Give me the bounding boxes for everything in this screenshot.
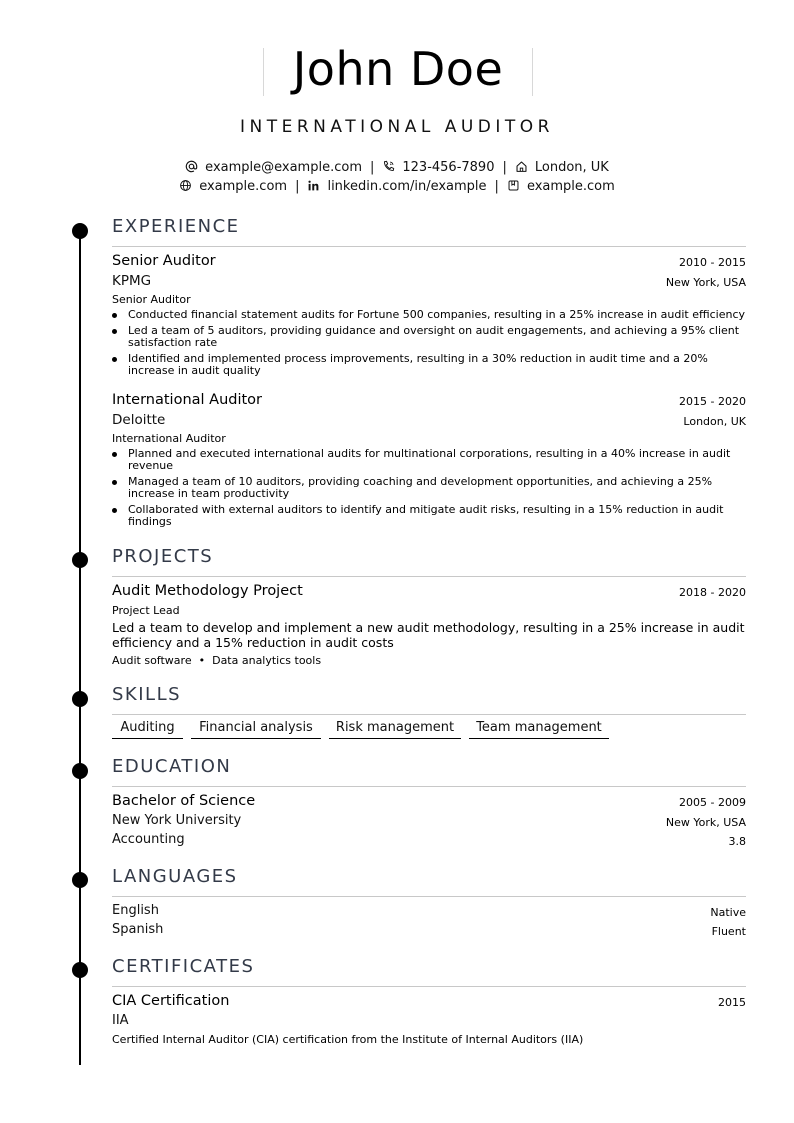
job-bullet: Planned and executed international audits for multinational corporations, resulting in a 40% increase in audit revenue <box>112 448 746 472</box>
section-heading-education: EDUCATION <box>112 756 232 777</box>
job-title: INTERNATIONAL AUDITOR <box>240 117 554 137</box>
contact-line-1: example@example.com | 123-456-7890 | London, UK <box>0 160 794 175</box>
contact-line-2: example.com | linkedin.com/in/example | example.com <box>0 179 794 194</box>
job-position: Senior Auditor <box>112 253 216 269</box>
project-tool: Audit software <box>112 654 192 667</box>
job-role: Senior Auditor <box>112 293 191 306</box>
home-icon <box>515 160 528 173</box>
education-dates: 2005 - 2009 <box>679 796 746 809</box>
job-company: KPMG <box>112 273 152 289</box>
timeline-dot <box>72 552 88 568</box>
language-level: Fluent <box>711 925 746 938</box>
job-company: Deloitte <box>112 412 166 428</box>
project-description: Led a team to develop and implement a new audit methodology, resulting in a 25% increase in audit efficiency and a 15% reduction in audit costs <box>112 620 745 650</box>
globe-icon <box>179 179 192 192</box>
contact-linkedin[interactable]: linkedin.com/in/example <box>307 179 486 194</box>
job-bullet: Collaborated with external auditors to identify and mitigate audit risks, resulting in a 15% reduction in audit findings <box>112 504 746 528</box>
timeline-dot <box>72 872 88 888</box>
job-dates: 2010 - 2015 <box>679 256 746 269</box>
section-divider <box>112 896 746 897</box>
project-tool: Data analytics tools <box>212 654 322 667</box>
language-name: Spanish <box>112 922 164 937</box>
at-icon <box>185 160 198 173</box>
section-heading-projects: PROJECTS <box>112 546 214 567</box>
section-divider <box>112 986 746 987</box>
project-tools: Audit software • Data analytics tools <box>112 654 322 667</box>
linkedin-icon <box>307 179 320 192</box>
candidate-name: John Doe <box>292 42 504 96</box>
project-role: Project Lead <box>112 604 180 617</box>
section-heading-languages: LANGUAGES <box>112 866 238 887</box>
section-divider <box>112 786 746 787</box>
contact-portfolio[interactable]: example.com <box>507 179 615 194</box>
language-level: Native <box>710 906 746 919</box>
certificate-description: Certified Internal Auditor (CIA) certification from the Institute of Internal Auditors (IIA) <box>112 1033 584 1046</box>
job-dates: 2015 - 2020 <box>679 395 746 408</box>
skill-tag: Team management <box>469 720 609 739</box>
job-bullet: Led a team of 5 auditors, providing guidance and oversight on audit engagements, and achieving a 95% client satisfaction rate <box>112 325 746 349</box>
name-frame <box>263 42 533 96</box>
timeline-dot <box>72 962 88 978</box>
job-location: London, UK <box>683 415 746 428</box>
contact-phone[interactable]: 123-456-7890 <box>382 160 494 175</box>
skill-tag: Auditing <box>112 720 183 739</box>
job-role: International Auditor <box>112 432 226 445</box>
skill-tag: Financial analysis <box>191 720 321 739</box>
education-degree: Bachelor of Science <box>112 793 256 809</box>
job-bullet: Identified and implemented process improvements, resulting in a 30% reduction in audit time and a 20% increase in audit quality <box>112 353 746 377</box>
section-divider <box>112 714 746 715</box>
section-heading-certificates: CERTIFICATES <box>112 956 255 977</box>
timeline-dot <box>72 763 88 779</box>
education-location: New York, USA <box>665 816 746 829</box>
section-divider <box>112 576 746 577</box>
bookmark-icon <box>507 179 520 192</box>
timeline-dot <box>72 223 88 239</box>
section-divider <box>112 246 746 247</box>
contact-location: London, UK <box>515 160 609 175</box>
timeline-dot <box>72 691 88 707</box>
section-heading-experience: EXPERIENCE <box>112 216 240 237</box>
job-position: International Auditor <box>112 392 263 408</box>
certificate-year: 2015 <box>718 996 746 1009</box>
contact-website[interactable]: example.com <box>179 179 287 194</box>
project-name: Audit Methodology Project <box>112 583 303 599</box>
education-field: Accounting <box>112 832 185 847</box>
education-gpa: 3.8 <box>728 835 746 848</box>
job-location: New York, USA <box>665 276 746 289</box>
certificate-name: CIA Certification <box>112 993 230 1009</box>
education-school: New York University <box>112 813 242 828</box>
contact-email[interactable]: example@example.com <box>185 160 362 175</box>
certificate-issuer: IIA <box>112 1013 129 1028</box>
skill-tag: Risk management <box>329 720 461 739</box>
job-bullet: Conducted financial statement audits for Fortune 500 companies, resulting in a 25% increase in audit efficiency <box>112 309 746 321</box>
phone-icon <box>382 160 395 173</box>
section-heading-skills: SKILLS <box>112 684 182 705</box>
language-name: English <box>112 903 159 918</box>
timeline-line <box>79 229 81 1065</box>
project-dates: 2018 - 2020 <box>679 586 746 599</box>
job-bullet: Managed a team of 10 auditors, providing coaching and development opportunities, and achieving a 25% increase in team productivity <box>112 476 746 500</box>
